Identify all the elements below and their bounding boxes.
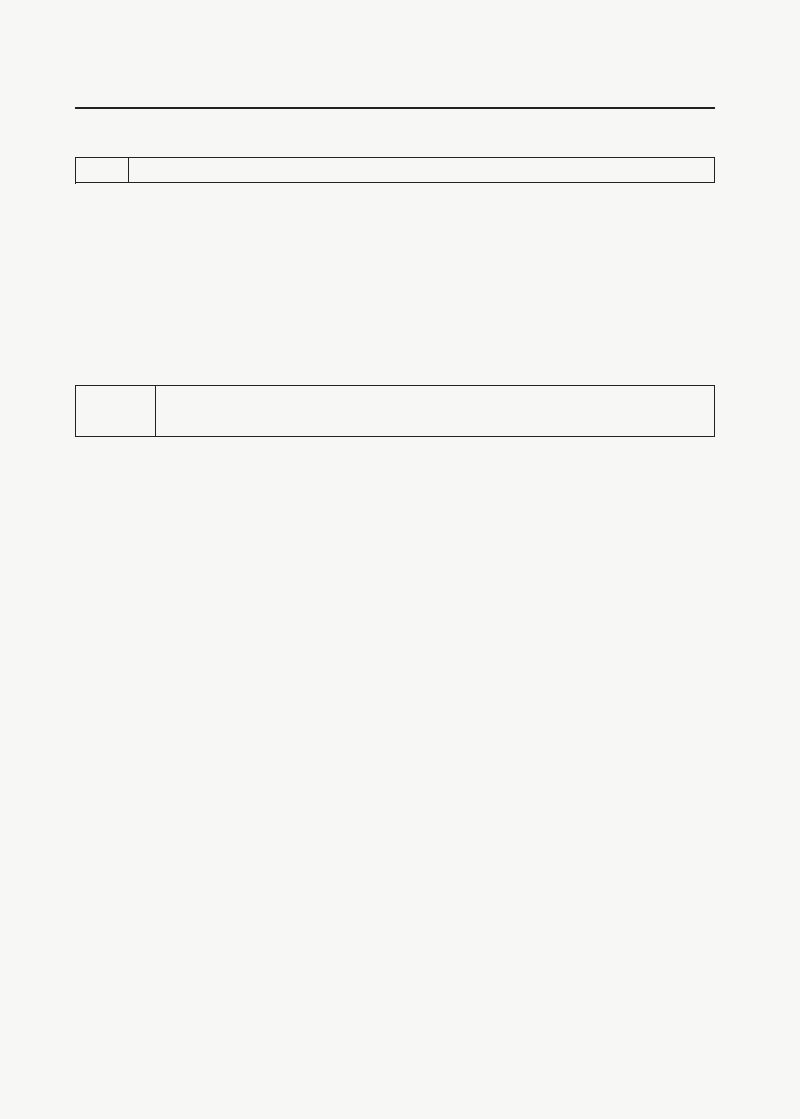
port-table bbox=[75, 385, 715, 437]
header-rule bbox=[75, 107, 715, 109]
remark-label bbox=[76, 386, 156, 437]
spec-header bbox=[129, 158, 715, 183]
param-header bbox=[76, 158, 129, 183]
remark-text bbox=[155, 386, 714, 437]
spec-table bbox=[75, 157, 715, 183]
